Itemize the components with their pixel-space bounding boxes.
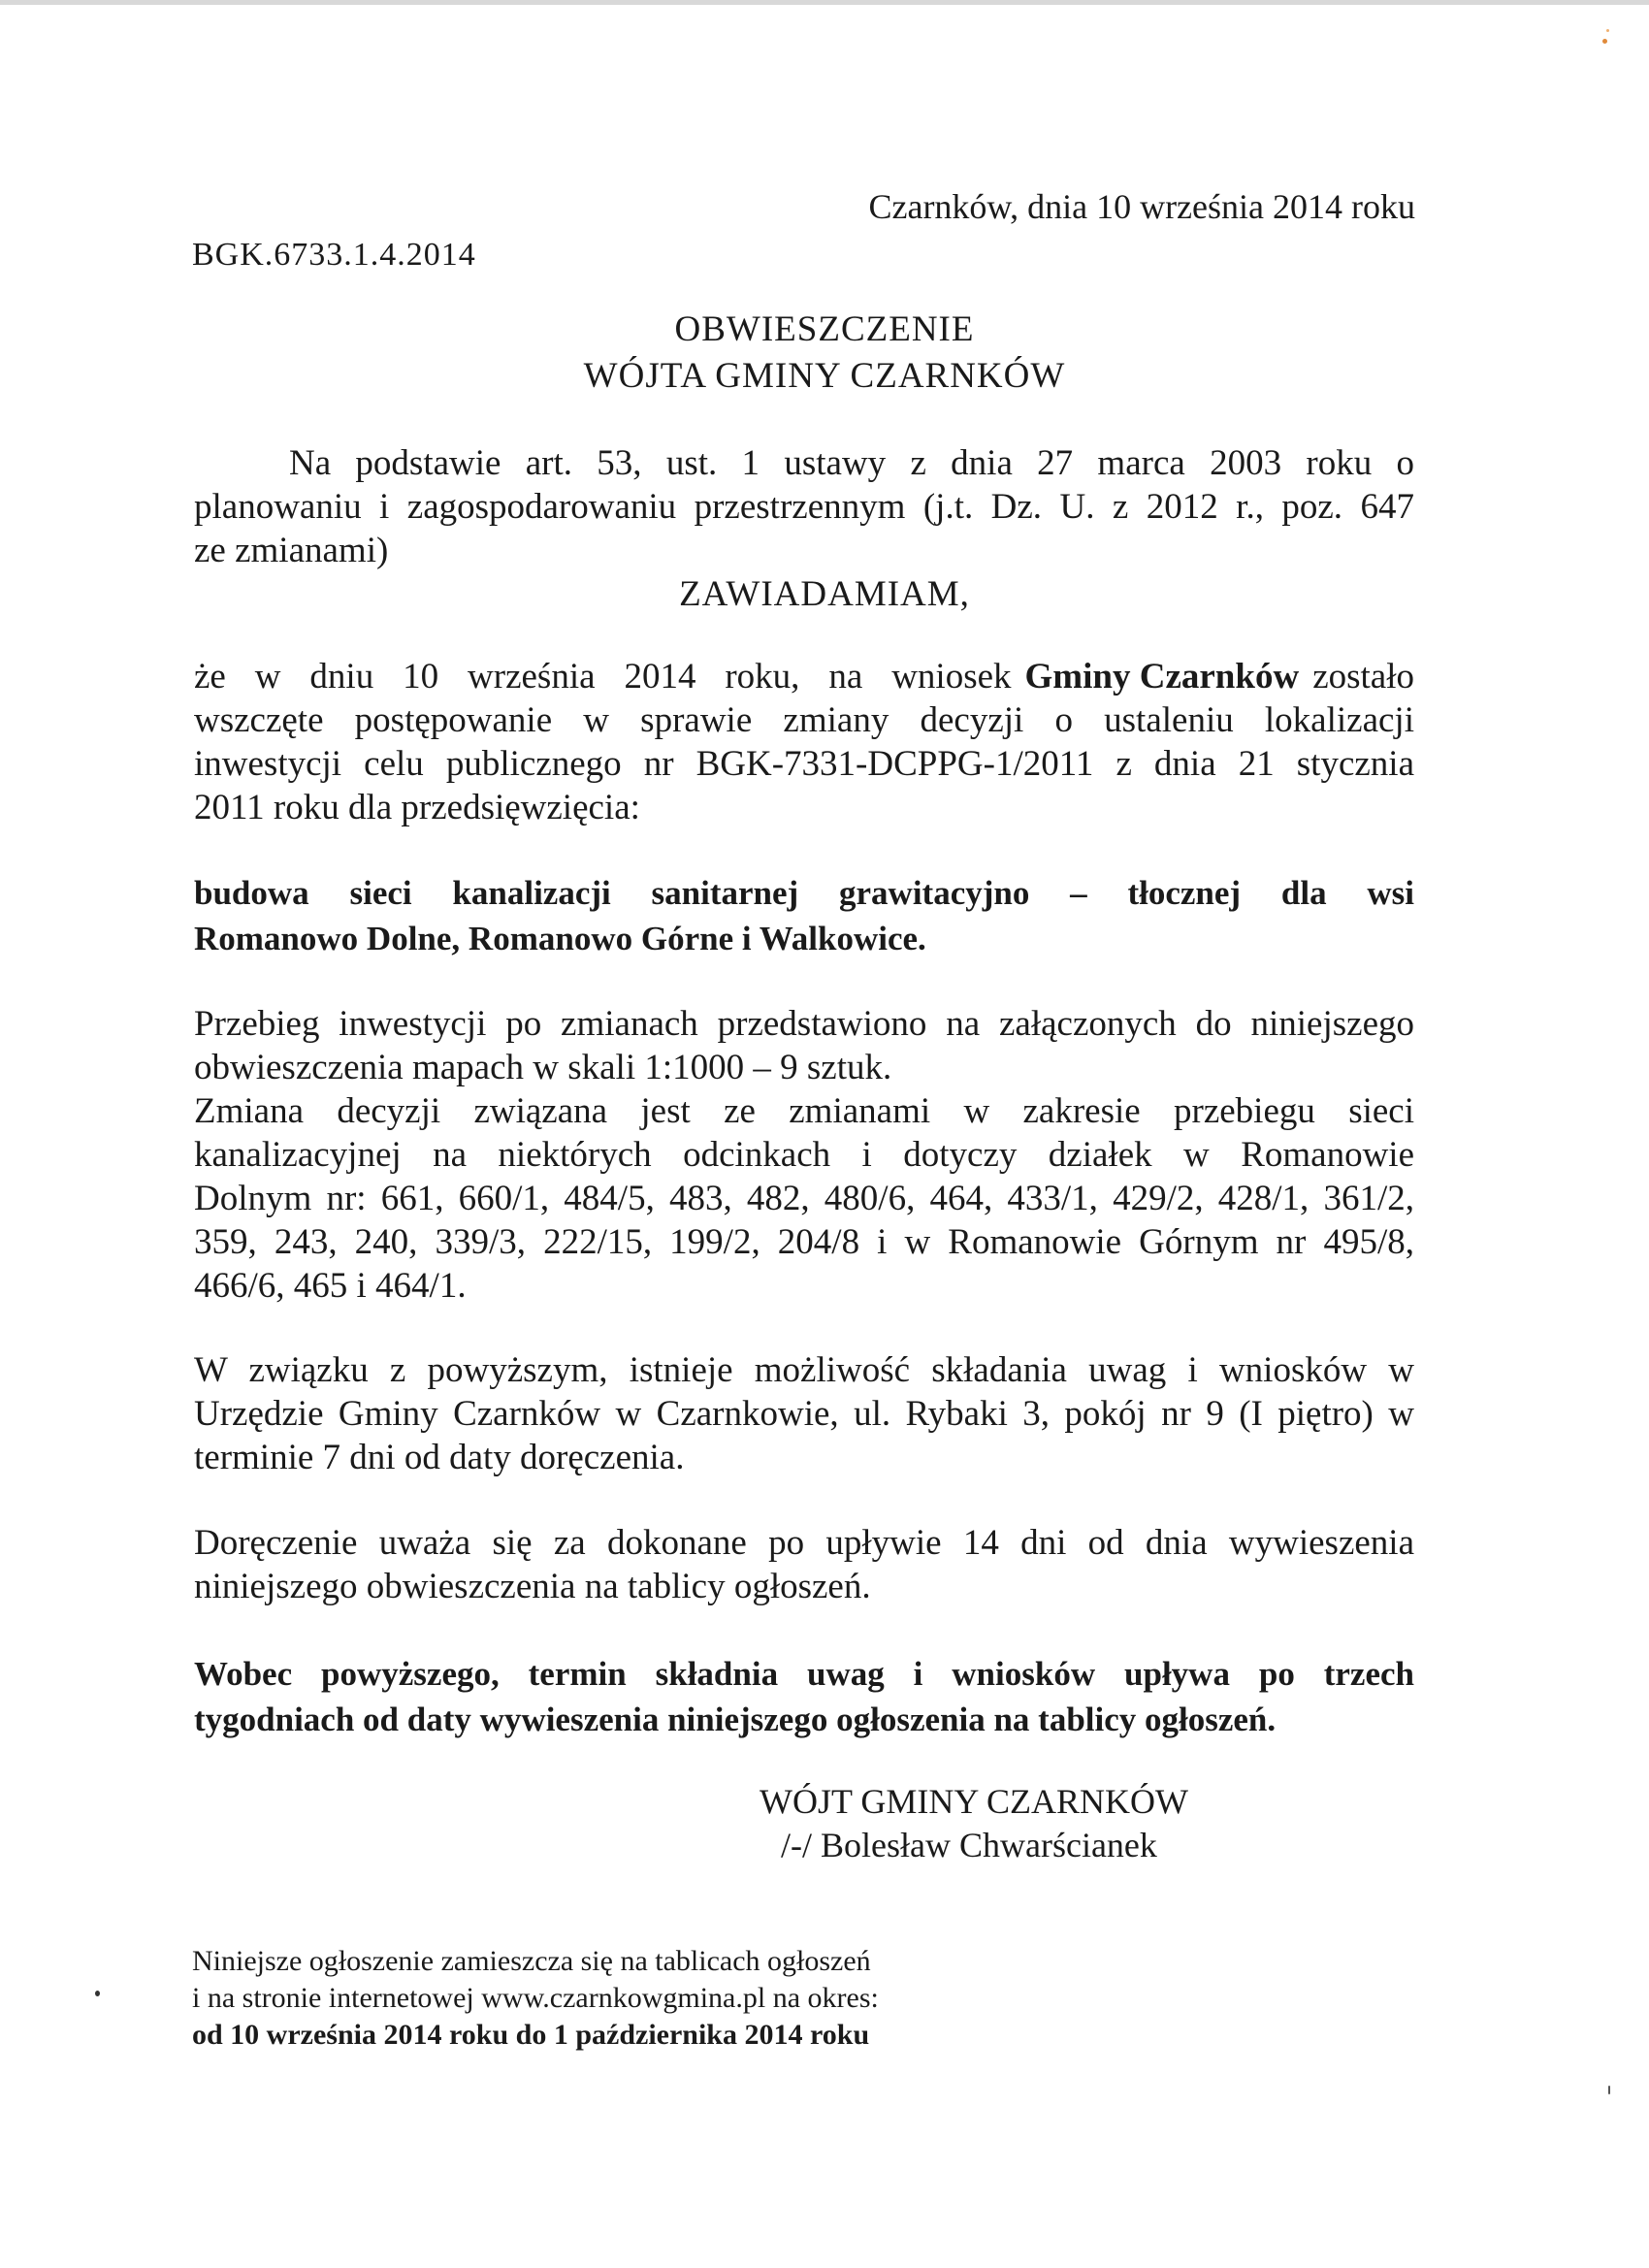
paragraph-2-line: 466/6, 465 i 464/1. [194, 1266, 467, 1306]
place-date: Czarnków, dnia 10 września 2014 roku [868, 187, 1415, 226]
footer-period: od 10 września 2014 roku do 1 października 2014 roku [192, 2019, 870, 2051]
project-line: Romanowo Dolne, Romanowo Górne i Walkowice. [194, 920, 926, 957]
document-title: OBWIESZCZENIE [674, 309, 975, 349]
applicant-name: Gminy Czarnków [1024, 657, 1300, 697]
paragraph-1-text: zostało [1312, 657, 1414, 697]
scan-speck [1608, 2086, 1610, 2094]
paragraph-3-line: Urzędzie Gminy Czarnków w Czarnkowie, ul. Rybaki 3, pokój nr 9 (I piętro) w [194, 1394, 1414, 1434]
announce-word: ZAWIADAMIAM, [679, 574, 970, 614]
scan-speck [1606, 29, 1609, 32]
paragraph-3-line: W związku z powyższym, istnieje możliwość składania uwag i wniosków w [194, 1350, 1414, 1390]
scan-top-edge [0, 0, 1649, 5]
legal-basis-line: Na podstawie art. 53, ust. 1 ustawy z dnia 27 marca 2003 roku o [289, 443, 1414, 483]
paragraph-2-line: kanalizacyjnej na niektórych odcinkach i dotyczy działek w Romanowie [194, 1135, 1414, 1175]
legal-basis-line: planowaniu i zagospodarowaniu przestrzennym (j.t. Dz. U. z 2012 r., poz. 647 [194, 487, 1414, 527]
paragraph-1-line: inwestycji celu publicznego nr BGK-7331-DCPPG-1/2011 z dnia 21 stycznia [194, 744, 1414, 784]
paragraph-2-line: obwieszczenia mapach w skali 1:1000 – 9 sztuk. [194, 1048, 892, 1087]
paragraph-2-line: Dolnym nr: 661, 660/1, 484/5, 483, 482, 480/6, 464, 433/1, 429/2, 428/1, 361/2, [194, 1179, 1414, 1218]
scan-speck [95, 1991, 100, 1996]
scan-speck [1602, 39, 1607, 44]
paragraph-1-line: wszczęte postępowanie w sprawie zmiany decyzji o ustaleniu lokalizacji [194, 700, 1414, 740]
paragraph-1-line [194, 655, 1414, 698]
deadline-notice-line: Wobec powyższego, termin składnia uwag i wniosków upływa po trzech [194, 1655, 1414, 1693]
reference-number: BGK.6733.1.4.2014 [192, 237, 476, 273]
paragraph-2-line: 359, 243, 240, 339/3, 222/15, 199/2, 204/8 i w Romanowie Górnym nr 495/8, [194, 1222, 1414, 1262]
signature-title: WÓJT GMINY CZARNKÓW [760, 1782, 1188, 1821]
document-subtitle: WÓJTA GMINY CZARNKÓW [583, 356, 1066, 396]
paragraph-4-line: Doręczenie uważa się za dokonane po upływie 14 dni od dnia wywieszenia [194, 1523, 1414, 1563]
footer-line: i na stronie internetowej www.czarnkowgmina.pl na okres: [192, 1982, 879, 2014]
paragraph-4-line: niniejszego obwieszczenia na tablicy ogłoszeń. [194, 1567, 871, 1606]
legal-basis-line: ze zmianami) [194, 531, 389, 570]
paragraph-2-line: Zmiana decyzji związana jest ze zmianami w zakresie przebiegu sieci [194, 1091, 1414, 1131]
paragraph-2-line: Przebieg inwestycji po zmianach przedstawiono na załączonych do niniejszego [194, 1004, 1414, 1044]
paragraph-1-text: że w dniu 10 września 2014 roku, na wniosek [194, 657, 1012, 697]
footer-line: Niniejsze ogłoszenie zamieszcza się na tablicach ogłoszeń [192, 1945, 871, 1977]
signature-name: /-/ Bolesław Chwarścianek [781, 1826, 1157, 1864]
paragraph-3-line: terminie 7 dni od daty doręczenia. [194, 1438, 685, 1477]
deadline-notice-line: tygodniach od daty wywieszenia niniejszego ogłoszenia na tablicy ogłoszeń. [194, 1701, 1277, 1738]
paragraph-1-line: 2011 roku dla przedsięwzięcia: [194, 788, 640, 827]
project-line: budowa sieci kanalizacji sanitarnej grawitacyjno – tłocznej dla wsi [194, 874, 1414, 912]
